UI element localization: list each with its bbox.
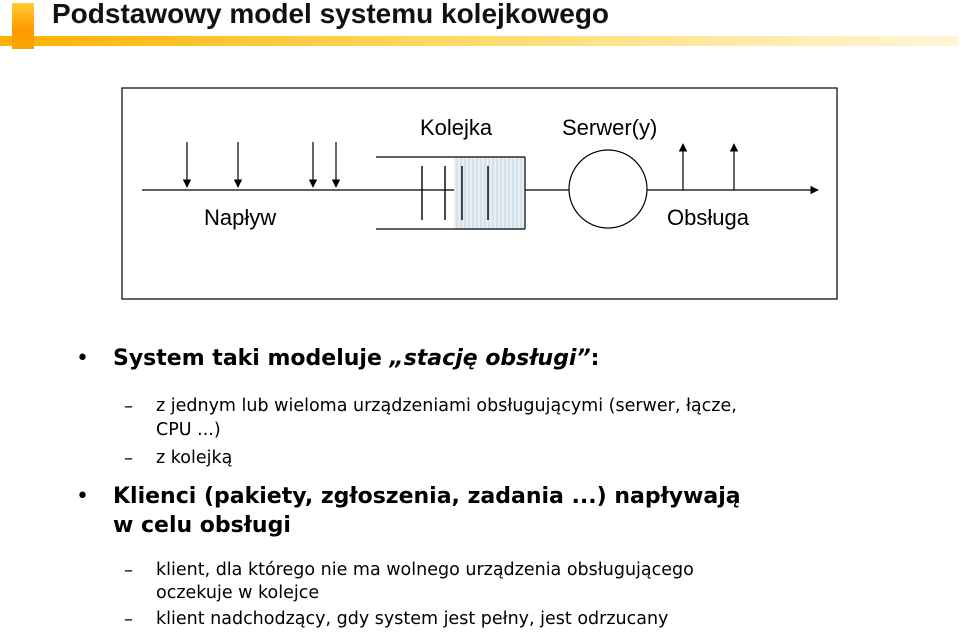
- queue-buffer: [376, 157, 525, 229]
- bullet-marker: •: [76, 484, 89, 509]
- bullet-2-sub-1-line-1: klient, dla którego nie ma wolnego urządzenia obsługującego: [156, 560, 694, 580]
- arrival-arrows: [187, 142, 336, 187]
- label-server: Serwer(y): [562, 115, 658, 140]
- dash-marker: –: [124, 396, 133, 417]
- bullet-1-sub-1-line-2: CPU ...): [156, 420, 221, 440]
- departure-arrows: [683, 144, 734, 190]
- bullet-2-line-1: Klienci (pakiety, zgłoszenia, zadania ...) napływają: [113, 484, 741, 509]
- label-service: Obsługa: [667, 205, 749, 230]
- bullet-2-line-2: w celu obsługi: [113, 513, 291, 538]
- bullet-1-sub-2-line-1: z kolejką: [156, 448, 233, 468]
- bullet-1-post: :: [590, 346, 600, 371]
- bullet-1-sub-1-line-1: z jednym lub wieloma urządzeniami obsługującymi (serwer, łącze,: [156, 396, 737, 416]
- bullet-2-sub-1-line-2: oczekuje w kolejce: [156, 583, 320, 603]
- label-queue: Kolejka: [420, 115, 493, 140]
- bullet-1-text: [113, 346, 599, 371]
- bullet-1-pre: System taki modeluje: [113, 346, 390, 371]
- bullet-marker: •: [76, 346, 89, 371]
- dash-marker: –: [124, 448, 133, 469]
- bullet-2-sub-2-line-1: klient nadchodzący, gdy system jest pełny, jest odrzucany: [156, 609, 669, 629]
- page-title: Podstawowy model systemu kolejkowego: [52, 0, 610, 29]
- dash-marker: –: [124, 560, 133, 581]
- server-circle: [569, 150, 647, 228]
- dash-marker: –: [124, 609, 133, 630]
- bullet-1-emphasis: „stację obsługi”: [389, 346, 591, 371]
- label-arrivals: Napływ: [204, 205, 277, 230]
